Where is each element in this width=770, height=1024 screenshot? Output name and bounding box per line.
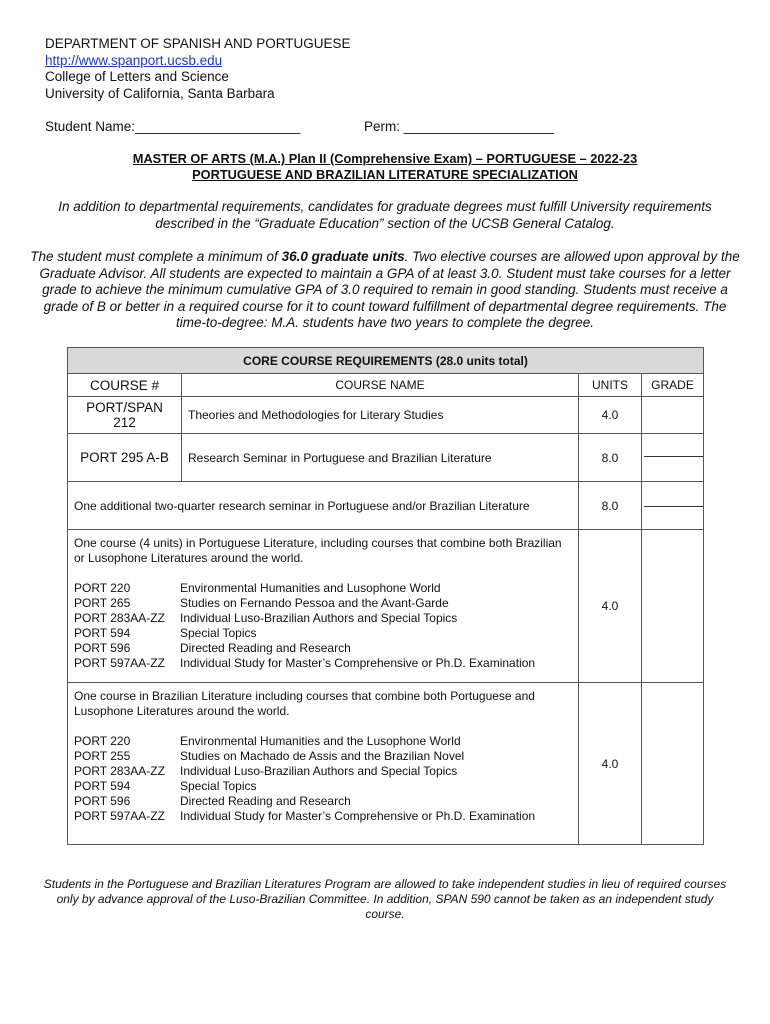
title-line-1: MASTER OF ARTS (M.A.) Plan II (Comprehensive Exam) – PORTUGUESE – 2022-23 bbox=[132, 151, 638, 166]
course-units: 4.0 bbox=[579, 683, 642, 845]
department-website-link[interactable]: http://www.spanport.ucsb.edu bbox=[45, 52, 223, 68]
column-header-grade: GRADE bbox=[642, 374, 704, 397]
requirement-description: One course (4 units) in Portuguese Literature, including courses that combine both Brazilian or Lusophone Literatures around the world. bbox=[74, 536, 562, 565]
course-option: PORT 255 Studies on Machado de Assis and the Brazilian Novel bbox=[74, 749, 465, 763]
course-option: PORT 283AA-ZZ Individual Luso-Brazilian Authors and Special Topics bbox=[74, 764, 458, 778]
university-requirements-note: In addition to departmental requirements, candidates for graduate degrees must fulfill University requirements described in the “Graduate Education” section of the UCSB General Catalog. bbox=[58, 199, 712, 231]
column-header-name: COURSE NAME bbox=[182, 374, 579, 397]
course-name: Theories and Methodologies for Literary Studies bbox=[182, 397, 579, 434]
course-option: PORT 597AA-ZZ Individual Study for Master’s Comprehensive or Ph.D. Examination bbox=[74, 656, 536, 670]
course-option: PORT 594 Special Topics bbox=[74, 626, 257, 640]
course-name: Research Seminar in Portuguese and Brazilian Literature bbox=[182, 434, 579, 482]
requirement-description: One course in Brazilian Literature including courses that combine both Portuguese and Lusophone Literatures around the world. bbox=[74, 689, 535, 718]
course-option: PORT 597AA-ZZ Individual Study for Master’s Comprehensive or Ph.D. Examination bbox=[74, 809, 536, 823]
course-option: PORT 596 Directed Reading and Research bbox=[74, 794, 351, 808]
brazilian-literature-requirement bbox=[68, 683, 579, 845]
unit-requirements-paragraph: The student must complete a minimum of 36.0 graduate units. Two elective courses are allowed upon approval by the Graduate Advisor. All students are expected to maintain a GPA of at least 3.0. Student must take courses for a letter grade to achieve the minimum cumulative GPA of 3.0 required to remain in good standing. Students must receive a grade of B or better in a required course for it to count toward fulfillment of departmental degree requirements. The time-to-degree: M.A. students have two years to complete the degree. bbox=[30, 249, 740, 330]
course-number: PORT 295 A-B bbox=[68, 434, 182, 482]
column-header-units: UNITS bbox=[579, 374, 642, 397]
table-row bbox=[68, 397, 704, 434]
perm-field[interactable]: Perm: ____________________ bbox=[364, 119, 554, 134]
independent-study-note: Students in the Portuguese and Brazilian Literatures Program are allowed to take independent studies in lieu of required courses only by advance approval of the Luso-Brazilian Committee. In addition, SPAN 590 cannot be taken as an independent study course. bbox=[43, 877, 727, 921]
student-name-field[interactable]: Student Name:______________________ bbox=[45, 119, 301, 134]
course-option: PORT 594 Special Topics bbox=[74, 779, 257, 793]
table-row bbox=[68, 530, 704, 683]
table-title: CORE COURSE REQUIREMENTS (28.0 units total) bbox=[68, 348, 704, 374]
grade-blank-line bbox=[644, 506, 703, 507]
department-header bbox=[45, 36, 351, 102]
table-row bbox=[68, 434, 704, 482]
title-line-2: PORTUGUESE AND BRAZILIAN LITERATURE SPECIALIZATION bbox=[192, 166, 578, 182]
course-option: PORT 596 Directed Reading and Research bbox=[74, 641, 351, 655]
course-option: PORT 265 Studies on Fernando Pessoa and the Avant-Garde bbox=[74, 596, 449, 610]
grade-field[interactable] bbox=[642, 434, 704, 482]
course-option: PORT 220 Environmental Humanities and the Lusophone World bbox=[74, 734, 461, 748]
grade-field[interactable] bbox=[642, 683, 704, 845]
course-units: 8.0 bbox=[579, 434, 642, 482]
grade-blank-line bbox=[644, 456, 703, 457]
document-title bbox=[0, 151, 770, 182]
college-name: College of Letters and Science bbox=[45, 69, 229, 84]
additional-seminar-requirement: One additional two-quarter research seminar in Portuguese and/or Brazilian Literature bbox=[68, 482, 579, 530]
grade-field[interactable] bbox=[642, 530, 704, 683]
column-header-course: COURSE # bbox=[68, 374, 182, 397]
department-name: DEPARTMENT OF SPANISH AND PORTUGUESE bbox=[45, 36, 351, 51]
minimum-units: 36.0 graduate units bbox=[281, 249, 405, 264]
grade-field[interactable] bbox=[642, 482, 704, 530]
course-option: PORT 283AA-ZZ Individual Luso-Brazilian Authors and Special Topics bbox=[74, 611, 458, 625]
course-units: 8.0 bbox=[579, 482, 642, 530]
grade-field[interactable] bbox=[642, 397, 704, 434]
course-option: PORT 220 Environmental Humanities and Lusophone World bbox=[74, 581, 441, 595]
portuguese-literature-requirement bbox=[68, 530, 579, 683]
table-row bbox=[68, 683, 704, 845]
course-units: 4.0 bbox=[579, 397, 642, 434]
table-row bbox=[68, 482, 704, 530]
course-number: PORT/SPAN 212 bbox=[68, 397, 182, 434]
core-requirements-table bbox=[67, 347, 704, 845]
course-units: 4.0 bbox=[579, 530, 642, 683]
university-name: University of California, Santa Barbara bbox=[45, 85, 275, 101]
